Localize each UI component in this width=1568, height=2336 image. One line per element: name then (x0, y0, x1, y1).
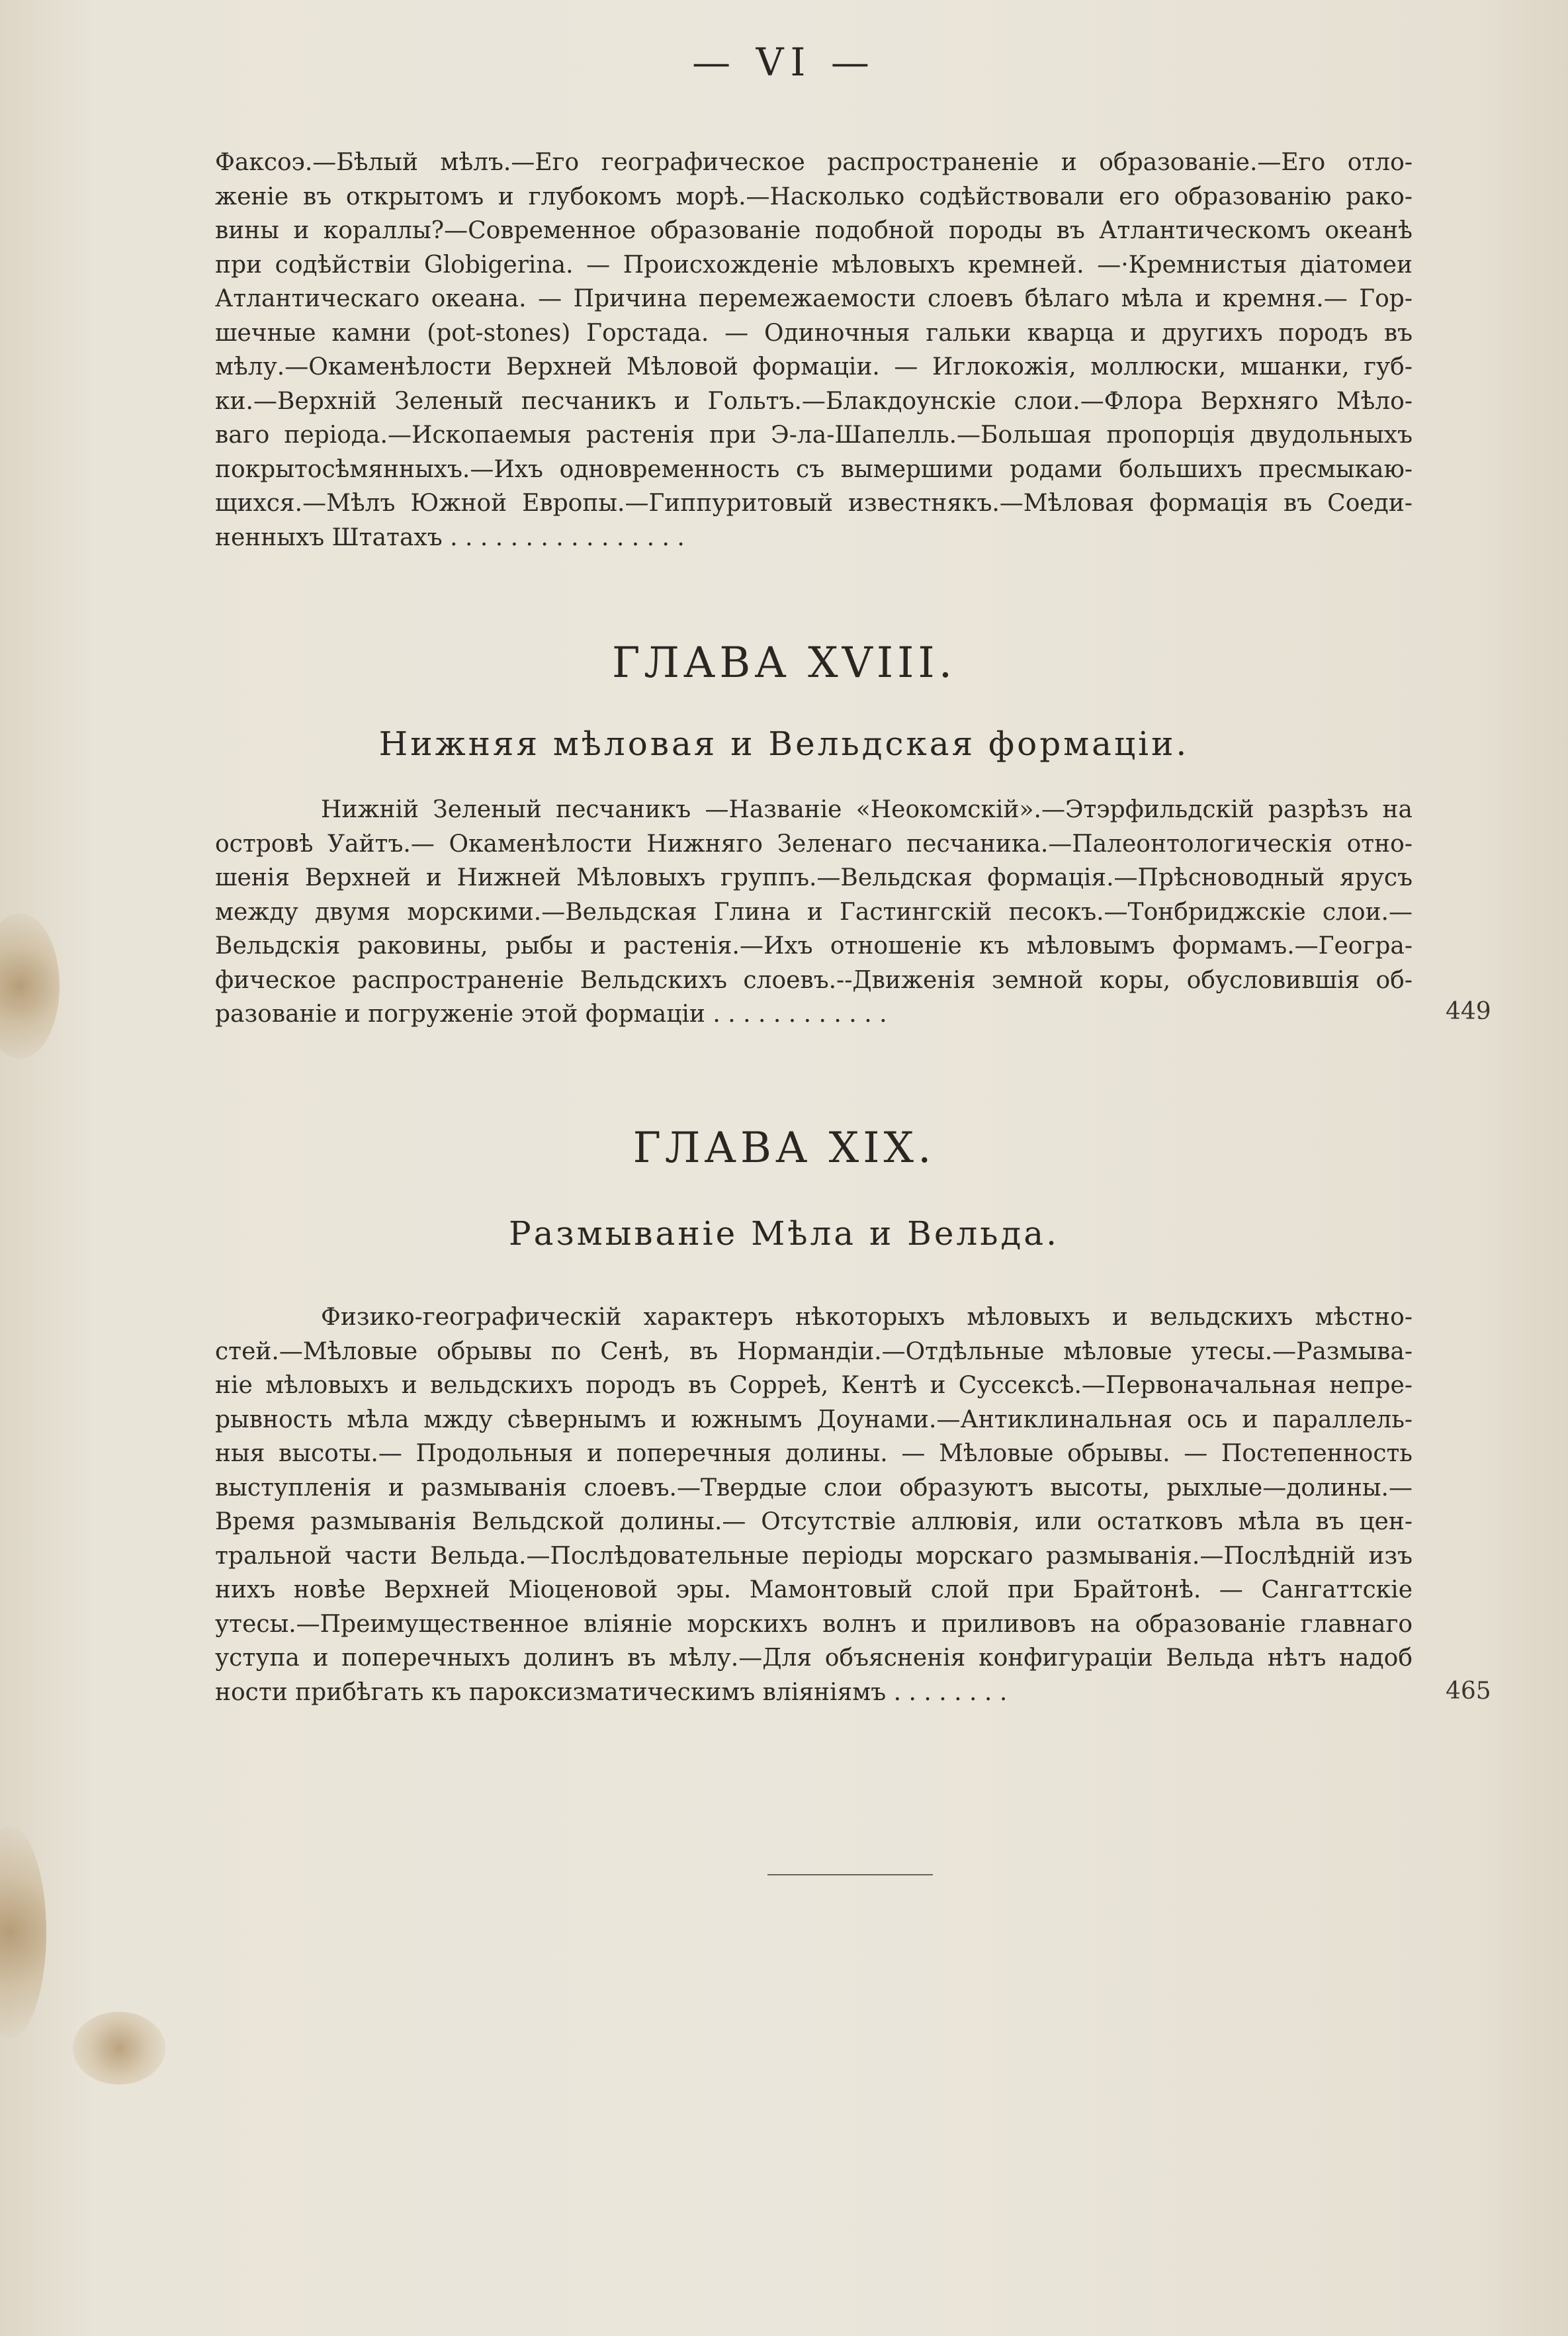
text-line: рывность мѣла мжду сѣвернымъ и южнымъ Доунами.—Антиклинальная ось и параллель- (215, 1406, 1413, 1433)
text-line: вины и кораллы?—Современное образованiе подобной породы въ Атлантическомъ океанѣ (215, 217, 1413, 244)
text-line: Вельдскiя раковины, рыбы и растенiя.—Ихъ отношенiе къ мѣловымъ формамъ.—Геогра- (215, 932, 1413, 960)
chapter-18-contents (215, 793, 1413, 1032)
text-line: ки.—Верхнiй Зеленый песчаникъ и Гольтъ.—Блакдоунскiе слои.—Флора Верхняго Мѣло- (215, 387, 1413, 415)
age-stain-bottom-left (73, 2012, 165, 2085)
text-line: фическое распространенiе Вельдскихъ слоевъ.--Движенiя земной коры, обусловившiя об- (215, 966, 1413, 994)
chapter-19-subtitle: Размыванiе Мѣла и Вельда. (508, 1214, 1059, 1253)
age-stain-left-middle (0, 1826, 46, 2038)
text-line: разованiе и погруженiе этой формацiи . . . . . . . . . . . . (215, 1001, 887, 1028)
text-line: островѣ Уайтъ.— Окаменѣлости Нижняго Зеленаго песчаника.—Палеонтологическiя отно- (215, 830, 1413, 858)
text-line: тральной части Вельда.—Послѣдовательные перiоды морскаго размыванiя.—Послѣднiй изъ (215, 1542, 1413, 1570)
closing-divider-rule (767, 1874, 933, 1875)
text-line: стей.—Мѣловые обрывы по Сенѣ, въ Нормандiи.—Отдѣльные мѣловые утесы.—Размыва- (215, 1337, 1413, 1365)
text-line: женiе въ открытомъ и глубокомъ морѣ.—Насколько содѣйствовали его образованiю рако- (215, 183, 1413, 210)
text-line: Факсоэ.—Бѣлый мѣлъ.—Его географическое распространенiе и образованiе.—Его отло- (215, 149, 1413, 176)
text-line: Физико-географическiй характеръ нѣкоторыхъ мѣловыхъ и вельдскихъ мѣстно- (321, 1304, 1413, 1331)
text-line: Время размыванiя Вельдской долины.— Отсутствiе аллювiя, или остатковъ мѣла въ цен- (215, 1508, 1413, 1535)
chapter-19-contents (215, 1300, 1413, 1709)
text-line: нихъ новѣе Верхней Мiоценовой эры. Мамонтовый слой при Брайтонѣ. — Сангаттскiе (215, 1576, 1413, 1603)
text-line: выступленiя и размыванiя слоевъ.—Твердые слои образуютъ высоты, рыхлые—долины.— (215, 1474, 1413, 1502)
text-line: покрытосѣмянныхъ.—Ихъ одновременность съ вымершими родами большихъ пресмыкаю- (215, 455, 1413, 483)
chapter-18-page-ref: 449 (1446, 998, 1491, 1025)
text-line: уступа и поперечныхъ долинъ въ мѣлу.—Для объясненiя конфигурацiи Вельда нѣтъ надоб (215, 1644, 1413, 1672)
text-line: при содѣйствiи Globigerina. — Происхожденiе мѣловыхъ кремней. —·Кремнистыя дiатомеи (215, 251, 1413, 279)
text-line: между двумя морскими.—Вельдская Глина и Гастингскiй песокъ.—Тонбриджскiе слои.— (215, 898, 1413, 926)
previous-chapter-contents (215, 146, 1413, 555)
text-line: Атлантическаго океана. — Причина перемежаемости слоевъ бѣлаго мѣла и кремня.— Гор- (215, 285, 1413, 312)
chapter-18-subtitle: Нижняя мѣловая и Вельдская формацiи. (378, 725, 1190, 763)
text-line: нiе мѣловыхъ и вельдскихъ породъ въ Соррeѣ, Кентѣ и Суссексѣ.—Первоначальная непре- (215, 1372, 1413, 1399)
age-stain-top-left (0, 913, 60, 1059)
text-line: утесы.—Преимущественное влiянiе морскихъ волнъ и приливовъ на образованiе главнаго (215, 1610, 1413, 1638)
text-line: ныя высоты.— Продольныя и поперечныя долины. — Мѣловые обрывы. — Постепенность (215, 1440, 1413, 1467)
text-line: мѣлу.—Окаменѣлости Верхней Мѣловой формацiи. — Иглокожiя, моллюски, мшанки, губ- (215, 353, 1413, 381)
text-line: ваго перiода.—Ископаемыя растенiя при Э-ла-Шапелль.—Большая пропорцiя двудольныхъ (215, 422, 1413, 449)
text-line: ненныхъ Штатахъ . . . . . . . . . . . . . . . . (215, 523, 685, 551)
text-line: шенiя Верхней и Нижней Мѣловыхъ группъ.—Вельдская формацiя.—Прѣсноводный ярусъ (215, 864, 1413, 891)
chapter-18-title: ГЛАВА XVIII. (611, 639, 957, 688)
text-line: шечные камни (pot-stones) Горстада. — Одиночныя гальки кварца и другихъ породъ въ (215, 319, 1413, 347)
chapter-19-title: ГЛАВА XIX. (632, 1124, 936, 1173)
page-number: — VI — (692, 40, 876, 85)
chapter-19-page-ref: 465 (1446, 1678, 1491, 1705)
text-line: Нижнiй Зеленый песчаникъ —Названiе «Неокомскiй».—Этэрфильдскiй разрѣзъ на (321, 796, 1413, 823)
text-line: ности прибѣгать къ пароксизматическимъ влiянiямъ . . . . . . . . (215, 1678, 1008, 1706)
text-line: щихся.—Мѣлъ Южной Европы.—Гиппуритовый известнякъ.—Мѣловая формацiя въ Соеди- (215, 490, 1413, 517)
